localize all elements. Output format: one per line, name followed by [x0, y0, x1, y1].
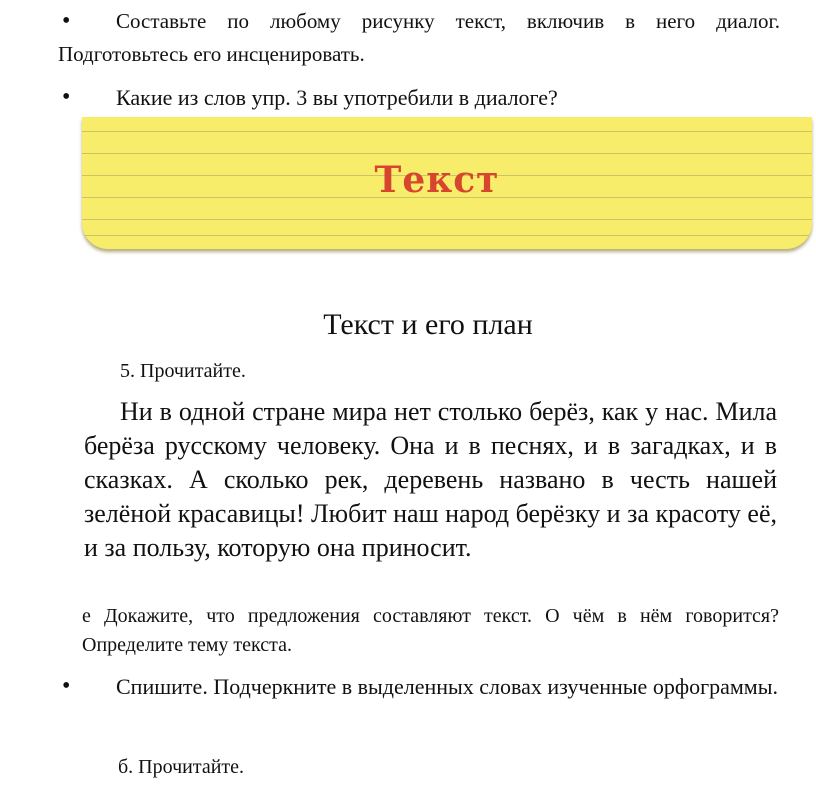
- bullet-marker: •: [62, 84, 71, 110]
- section-title: Текст и его план: [323, 308, 533, 341]
- exercise-6-label: б. Прочитайте.: [118, 756, 245, 778]
- bullet-marker: •: [62, 8, 71, 34]
- exercise-5-text: Ни в одной стране мира нет столько берёз, как у нас. Мила берёза русскому человеку. Она и в песнях, и в загадках, и в сказках. А сколько рек, деревень названо в честь нашей зелёной красавицы! Любит наш народ берёзку и за красоту её, и за пользу, которую она приносит.: [84, 397, 777, 562]
- task-copy-underline: Спишите. Подчеркните в выделенных словах изученные орфограммы.: [116, 674, 778, 699]
- bullet-marker: •: [62, 673, 71, 699]
- exercise-5-question: е Докажите, что предложения составляют текст. О чём в нём говорится? Определите тему текста.: [82, 605, 779, 656]
- task-words-question: Какие из слов упр. 3 вы употребили в диалоге?: [116, 85, 558, 110]
- exercise-5-label: 5. Прочитайте.: [120, 360, 246, 382]
- banner-title: Текст: [374, 159, 500, 201]
- section-banner: [82, 117, 812, 249]
- task-compose-dialogue: Составьте по любому рисунку текст, включив в него диалог. Подготовьтесь его инсценировать.: [58, 9, 780, 66]
